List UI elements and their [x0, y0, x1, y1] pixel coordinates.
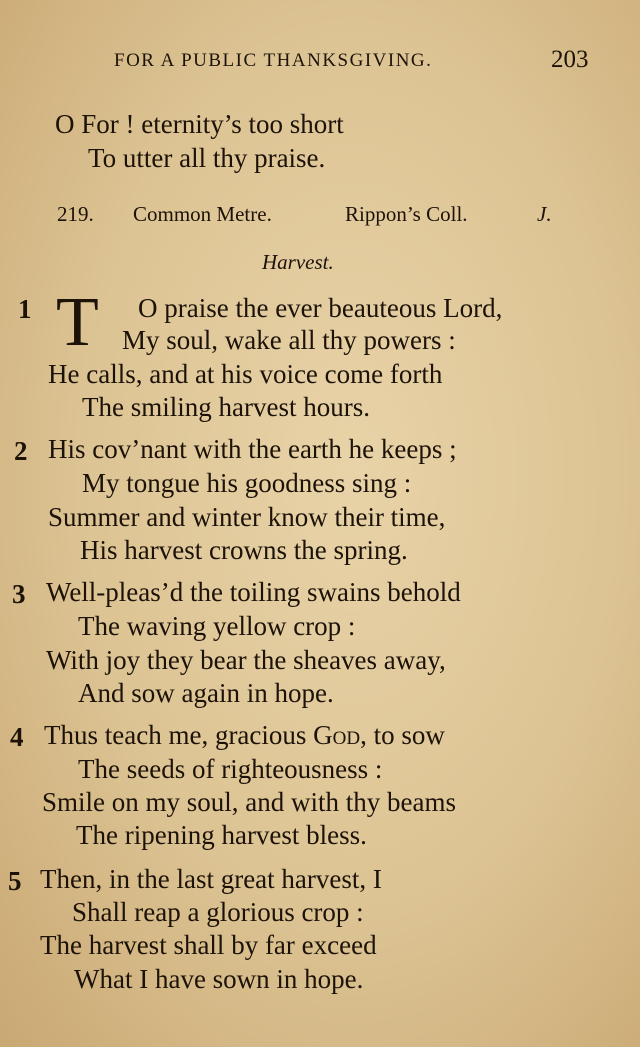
- stanza-number: 1: [18, 294, 32, 324]
- stanza-line: Well-pleas’d the toiling swains behold: [46, 577, 461, 607]
- page-number: 203: [551, 46, 589, 73]
- stanza-line: My soul, wake all thy powers :: [122, 325, 456, 355]
- stanza-line: The smiling harvest hours.: [82, 392, 370, 422]
- carryover-line-1: O For ! eternity’s too short: [55, 109, 344, 139]
- running-head: FOR A PUBLIC THANKSGIVING.: [114, 50, 433, 71]
- stanza-line: The waving yellow crop :: [78, 611, 356, 641]
- stanza-number: 2: [14, 436, 28, 466]
- stanza-line: His harvest crowns the spring.: [80, 535, 408, 565]
- stanza-line: The harvest shall by far exceed: [40, 930, 377, 960]
- carryover-line-2: To utter all thy praise.: [88, 143, 326, 173]
- hymn-number: 219.: [57, 202, 94, 226]
- stanza-line: He calls, and at his voice come forth: [48, 359, 443, 389]
- stanza-line: With joy they bear the sheaves away,: [46, 645, 446, 675]
- hymn-author: J.: [537, 202, 552, 226]
- stanza-line: The seeds of righteousness :: [78, 754, 383, 784]
- stanza-line: My tongue his goodness sing :: [82, 468, 412, 498]
- stanza-line: Shall reap a glorious crop :: [72, 897, 364, 927]
- line-text: Thus teach me, gracious: [44, 720, 314, 750]
- hymn-title: Harvest.: [262, 250, 334, 274]
- hymn-source: Rippon’s Coll.: [345, 202, 468, 226]
- stanza-line: What I have sown in hope.: [74, 964, 364, 994]
- stanza-line: And sow again in hope.: [78, 678, 334, 708]
- stanza-line: His cov’nant with the earth he keeps ;: [48, 434, 457, 464]
- stanza-number: 3: [12, 579, 26, 609]
- drop-cap: T: [56, 284, 99, 361]
- stanza-line: Then, in the last great harvest, I: [40, 864, 382, 894]
- stanza-line: [44, 722, 445, 749]
- divine-name: God: [313, 720, 361, 750]
- hymn-metre: Common Metre.: [133, 202, 272, 226]
- stanza-number: 5: [8, 866, 22, 896]
- line-text: , to sow: [360, 720, 445, 750]
- stanza-line: O praise the ever beauteous Lord,: [138, 293, 503, 323]
- stanza-number: 4: [10, 722, 24, 752]
- stanza-line: Smile on my soul, and with thy beams: [42, 787, 456, 817]
- stanza-line: Summer and winter know their time,: [48, 502, 446, 532]
- stanza-line: The ripening harvest bless.: [76, 820, 367, 850]
